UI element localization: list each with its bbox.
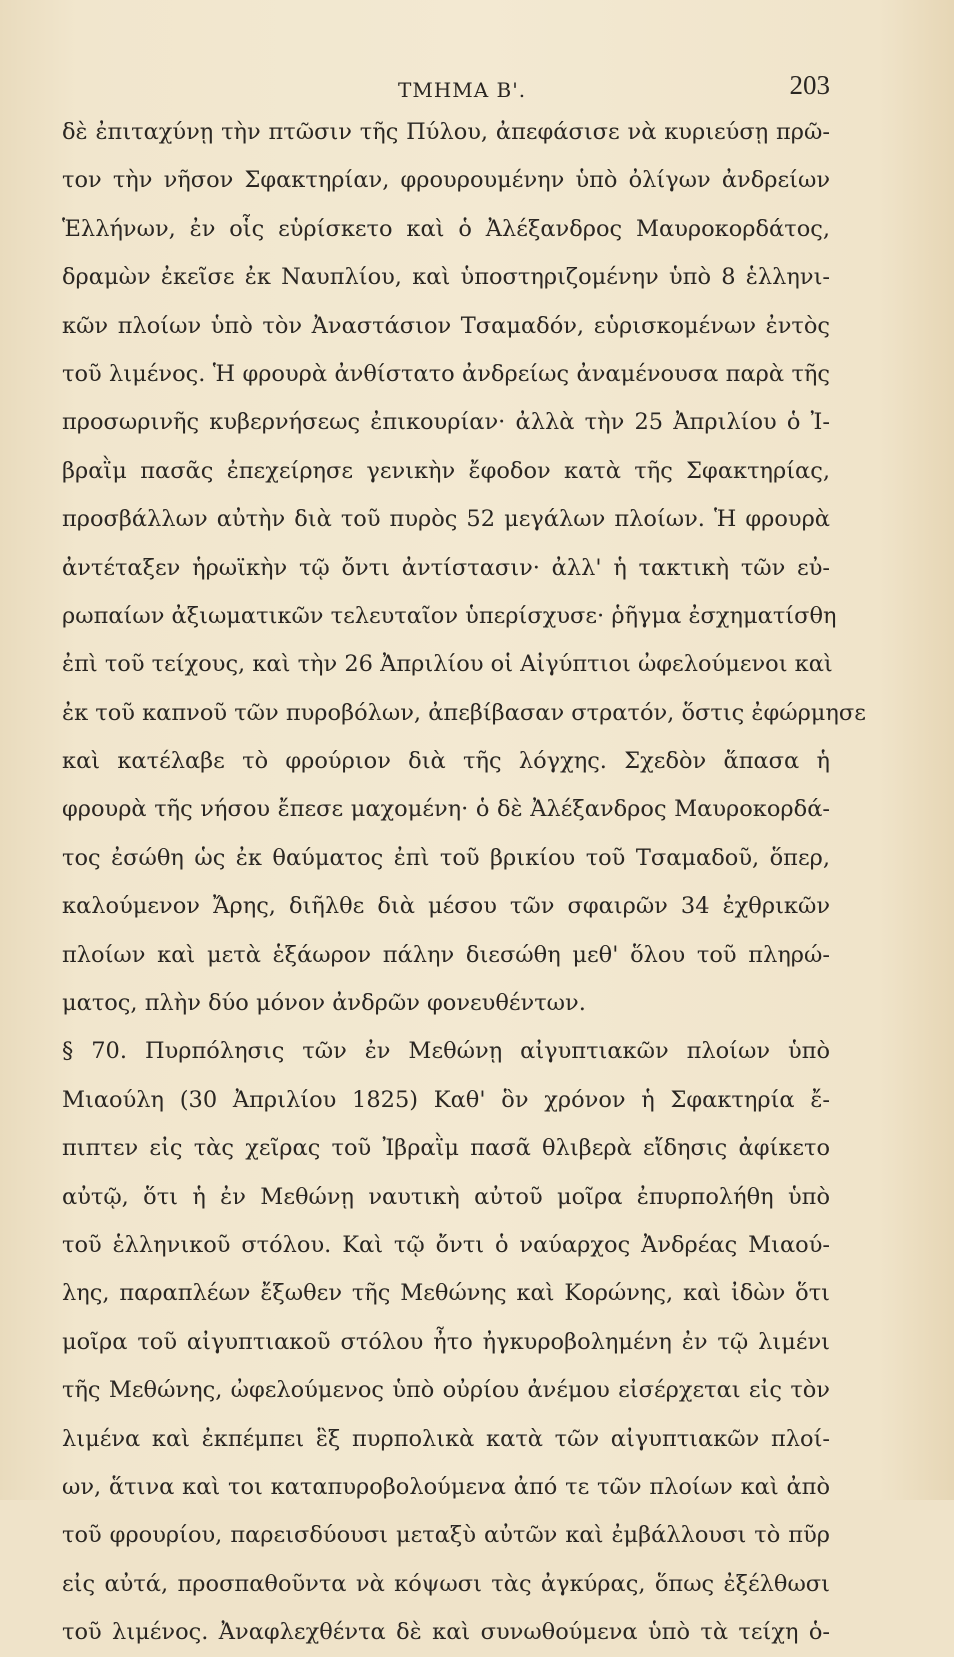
text-line: προσβάλλων αὐτὴν διὰ τοῦ πυρὸς 52 μεγάλων πλοίων. Ἡ φρουρὰ [62, 506, 830, 533]
text-line: ἀντέταξεν ἡρωϊκὴν τῷ ὄντι ἀντίστασιν· ἀλλ' ἡ τακτικὴ τῶν εὐ- [62, 554, 830, 581]
text-line: τος ἐσώθη ὡς ἐκ θαύματος ἐπὶ τοῦ βρικίου τοῦ Τσαμαδοῦ, ὅπερ, [62, 844, 830, 871]
text-line: τοῦ φρουρίου, παρεισδύουσι μεταξὺ αὐτῶν καὶ ἐμβάλλουσι τὸ πῦρ [62, 1522, 830, 1549]
text-line: ρωπαίων ἀξιωματικῶν τελευταῖον ὑπερίσχυσε· ῥῆγμα ἐσχηματίσθη [62, 602, 837, 629]
page-header [62, 66, 830, 106]
text-line: ἐκ τοῦ καπνοῦ τῶν πυροβόλων, ἀπεβίβασαν στρατόν, ὅστις ἐφώρμησε [62, 699, 866, 726]
text-line: προσωρινῆς κυβερνήσεως ἐπικουρίαν· ἀλλὰ τὴν 25 Ἀπριλίου ὁ Ἰ- [62, 409, 830, 436]
section-heading-line: § 70. Πυρπόλησις τῶν ἐν Μεθώνῃ αἰγυπτιακῶν πλοίων ὑπὸ [62, 1038, 830, 1065]
text-line: τοῦ λιμένος. Ἡ φρουρὰ ἀνθίστατο ἀνδρείως ἀναμένουσα παρὰ τῆς [62, 360, 830, 387]
text-line: φρουρὰ τῆς νήσου ἔπεσε μαχομένη· ὁ δὲ Ἀλέξανδρος Μαυροκορδά- [62, 796, 830, 823]
text-line: ἐπὶ τοῦ τείχους, καὶ τὴν 26 Ἀπριλίου οἱ Αἰγύπτιοι ὠφελούμενοι καὶ [62, 651, 833, 678]
text-line: τον τὴν νῆσον Σφακτηρίαν, φρουρουμένην ὑπὸ ὀλίγων ἀνδρείων [62, 167, 830, 194]
text-line: Ἑλλήνων, ἐν οἷς εὑρίσκετο καὶ ὁ Ἀλέξανδρος Μαυροκορδάτος, [62, 215, 830, 242]
text-line: αὐτῷ, ὅτι ἡ ἐν Μεθώνῃ ναυτικὴ αὐτοῦ μοῖρα ἐπυρπολήθη ὑπὸ [62, 1183, 830, 1210]
text-line: ματος, πλὴν δύο μόνον ἀνδρῶν φονευθέντων. [62, 990, 586, 1017]
text-line: κῶν πλοίων ὑπὸ τὸν Ἀναστάσιον Τσαμαδόν, εὑρισκομένων ἐντὸς [62, 312, 830, 339]
text-line: δὲ ἐπιταχύνῃ τὴν πτῶσιν τῆς Πύλου, ἀπεφάσισε νὰ κυριεύσῃ πρῶ- [62, 119, 830, 145]
text-line: βραῒμ πασᾶς ἐπεχείρησε γενικὴν ἔφοδον κατὰ τῆς Σφακτηρίας, [62, 457, 830, 484]
text-line: εἰς αὐτά, προσπαθοῦντα νὰ κόψωσι τὰς ἀγκύρας, ὅπως ἐξέλθωσι [62, 1570, 830, 1597]
text-line: καὶ κατέλαβε τὸ φρούριον διὰ τῆς λόγχης. Σχεδὸν ἅπασα ἡ [62, 748, 830, 775]
text-line: δραμὼν ἐκεῖσε ἐκ Ναυπλίου, καὶ ὑποστηριζομένην ὑπὸ 8 ἑλληνι- [62, 264, 830, 291]
text-line: λης, παραπλέων ἔξωθεν τῆς Μεθώνης καὶ Κορώνης, καὶ ἰδὼν ὅτι [62, 1280, 830, 1307]
body-text [62, 108, 866, 1657]
text-line: ων, ἅτινα καὶ τοι καταπυροβολούμενα ἀπό τε τῶν πλοίων καὶ ἀπὸ [62, 1473, 830, 1500]
text-line: πιπτεν εἰς τὰς χεῖρας τοῦ Ἰβραῒμ πασᾶ θλιβερὰ εἴδησις ἀφίκετο [62, 1135, 830, 1162]
section-title: ΤΜΗΜΑ Β'. [398, 78, 527, 102]
text-line: τοῦ λιμένος. Ἀναφλεχθέντα δὲ καὶ συνωθούμενα ὑπὸ τὰ τείχη ὁ- [62, 1619, 830, 1646]
text-line: λιμένα καὶ ἐκπέμπει ἓξ πυρπολικὰ κατὰ τῶν αἰγυπτιακῶν πλοί- [62, 1425, 830, 1452]
text-line: μοῖρα τοῦ αἰγυπτιακοῦ στόλου ἦτο ἠγκυροβολημένη ἐν τῷ λιμένι [62, 1328, 830, 1355]
text-line: καλούμενον Ἄρης, διῆλθε διὰ μέσου τῶν σφαιρῶν 34 ἐχθρικῶν [62, 893, 830, 920]
text-line: τῆς Μεθώνης, ὠφελούμενος ὑπὸ οὐρίου ἀνέμου εἰσέρχεται εἰς τὸν [62, 1377, 830, 1404]
text-line: τοῦ ἑλληνικοῦ στόλου. Καὶ τῷ ὄντι ὁ ναύαρχος Ἀνδρέας Μιαού- [62, 1231, 830, 1258]
text-line: πλοίων καὶ μετὰ ἑξάωρον πάλην διεσώθη μεθ' ὅλου τοῦ πληρώ- [62, 941, 830, 968]
page-number: 203 [789, 70, 830, 100]
text-line: Μιαούλη (30 Ἀπριλίου 1825) Καθ' ὃν χρόνον ἡ Σφακτηρία ἔ- [62, 1086, 830, 1113]
